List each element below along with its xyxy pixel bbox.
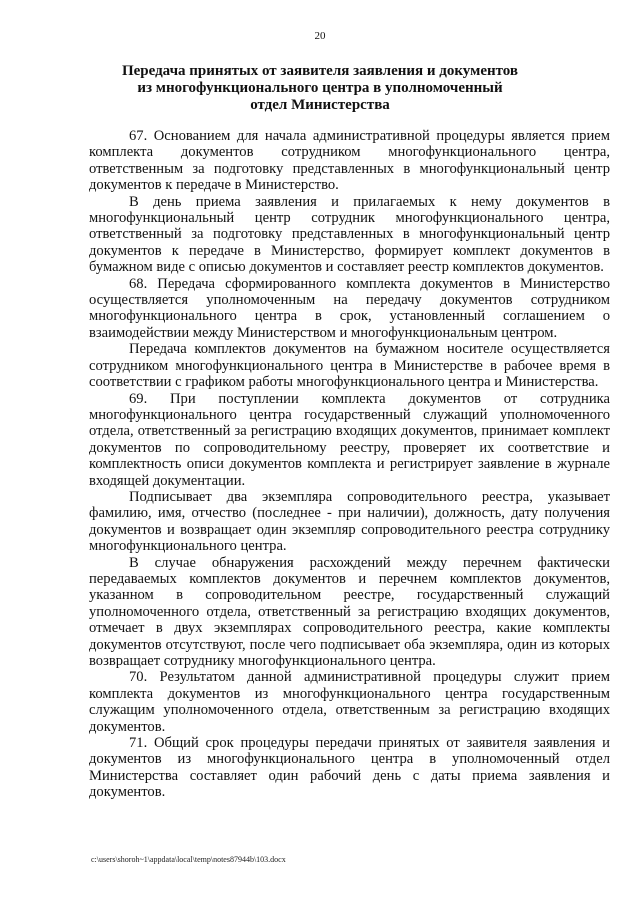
paragraph-69-discrepancy: В случае обнаружения расхождений между перечнем фактически передаваемых комплектов документов и перечнем комплектов документов, указанном в сопроводительном реестре, государственный служащий уполномоченного отдела, ответственный за регистрацию входящих документов, отмечает в двух экземплярах сопроводительного реестра, какие комплекты документов отсутствуют, после чего подписывает оба экземпляра, один из которых возвращает сотруднику многофункционального центра.: [89, 554, 610, 669]
section-heading: Передача принятых от заявителя заявления и документов из многофункционального центра в уполномоченный отдел Министерства: [121, 63, 519, 113]
paragraph-67: 67. Основанием для начала административной процедуры является прием комплекта документов сотрудником многофункционального центра, ответственным за подготовку представленных в многофункциональный центр документов к передаче в Министерство.: [89, 128, 610, 194]
page-number: 20: [314, 30, 326, 42]
paragraph-68-cont: Передача комплектов документов на бумажном носителе осуществляется сотрудником многофункционального центра в Министерстве в рабочее время в соответствии с графиком работы многофункционального центра и Министерства.: [89, 341, 610, 391]
footer-file-path: c:\users\shoroh~1\appdata\local\temp\notes87944b\103.docx: [91, 855, 286, 864]
paragraph-69-cont: Подписывает два экземпляра сопроводительного реестра, указывает фамилию, имя, отчество (последнее - при наличии), должность, дату получения документов и возвращает один экземпляр сопроводительного реестра сотруднику многофункционального центра.: [89, 488, 610, 555]
paragraph-67-cont: В день приема заявления и прилагаемых к нему документов в многофункциональный центр сотрудник многофункционального центра, ответственный за подготовку представленных в многофункциональный центр документов к передаче в Министерство, формирует комплект документов в бумажном виде с описью документов и составляет реестр комплектов документов.: [89, 193, 610, 276]
document-body: [89, 128, 610, 801]
paragraph-68: 68. Передача сформированного комплекта документов в Министерство осуществляется уполномоченным на передачу документов сотрудником многофункционального центра в срок, установленный соглашением о взаимодействии между Министерством и многофункциональным центром.: [89, 275, 610, 341]
paragraph-70: 70. Результатом данной административной процедуры служит прием комплекта документов из многофункционального центра государственным служащим уполномоченного отдела, ответственным за регистрацию входящих документов.: [89, 669, 610, 735]
paragraph-71: 71. Общий срок процедуры передачи принятых от заявителя заявления и документов из многофункционального центра в уполномоченный отдел Министерства составляет один рабочий день с даты приема заявления и документов.: [89, 735, 610, 801]
paragraph-69: 69. При поступлении комплекта документов от сотрудника многофункционального центра государственный служащий уполномоченного отдела, ответственный за регистрацию входящих документов, принимает комплект документов по сопроводительному реестру, проверяет их соответствие и комплектность описи документов комплекта и регистрирует заявление в журнале входящей документации.: [89, 390, 610, 489]
